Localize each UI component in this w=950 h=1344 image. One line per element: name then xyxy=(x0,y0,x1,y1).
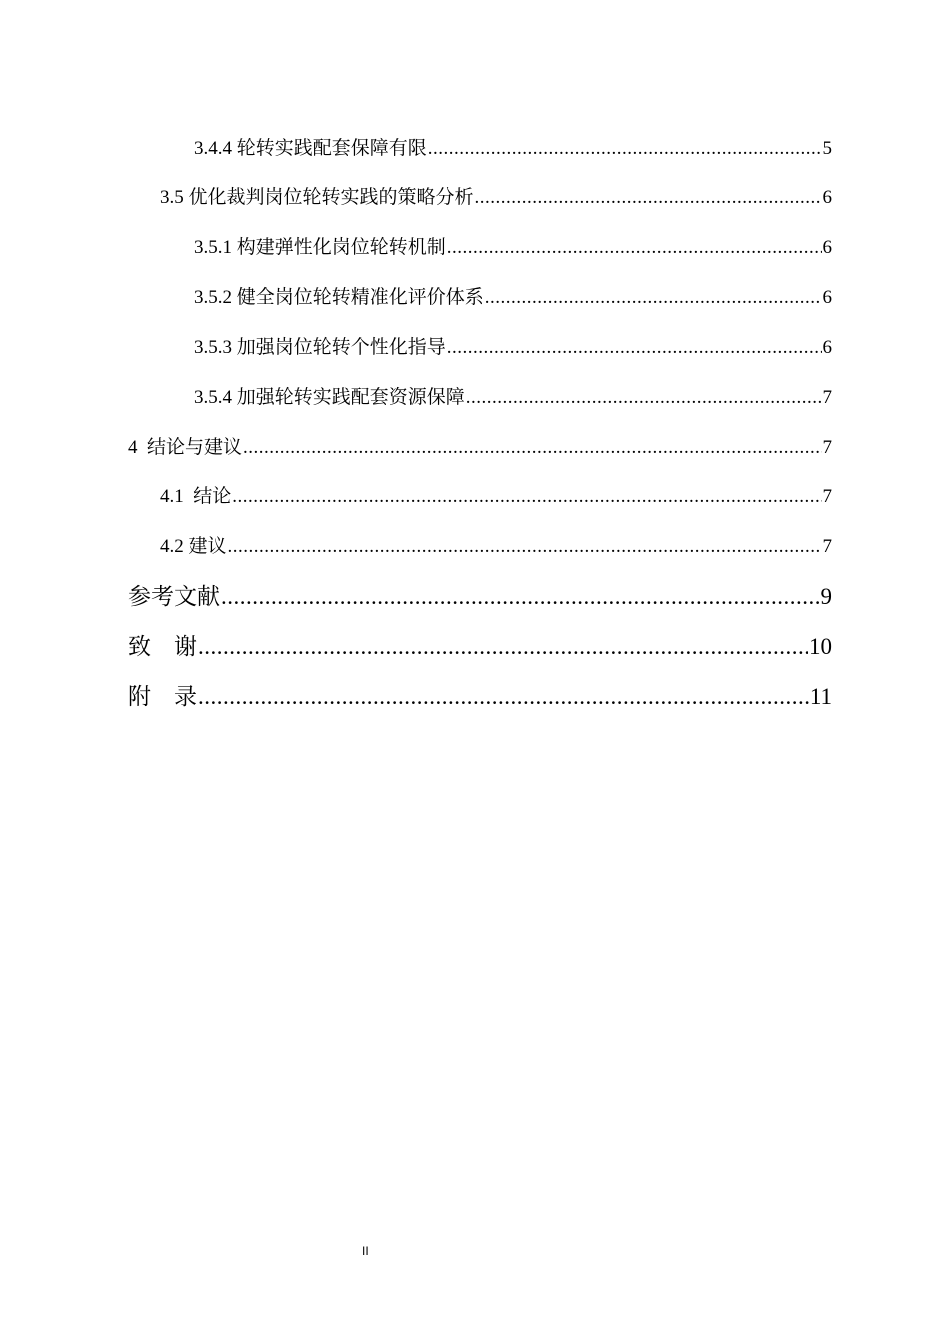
toc-entry-title: 4.2 建议 xyxy=(160,536,227,557)
toc-entry-3-5-4[interactable] xyxy=(194,383,832,413)
toc-entry-3-5-1[interactable] xyxy=(194,233,832,263)
toc-page-number: 6 xyxy=(822,187,832,208)
toc-entry-title: 3.5 优化裁判岗位轮转实践的策略分析 xyxy=(160,187,474,208)
toc-page-number: 5 xyxy=(822,138,832,159)
toc-page-number: 6 xyxy=(822,337,832,358)
toc-dot-leader xyxy=(485,283,822,313)
toc-entry-title: 参考文献 xyxy=(128,584,220,609)
toc-entry-title: 附 录 xyxy=(128,684,197,709)
toc-entry-4[interactable] xyxy=(128,433,832,463)
toc-entry-acknowledgements[interactable] xyxy=(128,632,832,662)
toc-page-number: 11 xyxy=(809,684,832,709)
toc-page-number: 7 xyxy=(822,437,832,458)
toc-dot-leader xyxy=(228,532,822,562)
toc-entry-4-2[interactable] xyxy=(160,532,832,562)
toc-dot-leader xyxy=(243,433,821,463)
toc-entry-4-1[interactable] xyxy=(160,482,832,512)
toc-page-number: 9 xyxy=(820,584,832,609)
toc-entry-3-4-4[interactable] xyxy=(194,134,832,164)
toc-page-number: 6 xyxy=(822,287,832,308)
toc-entry-appendix[interactable] xyxy=(128,682,832,712)
toc-entry-title: 3.5.1 构建弹性化岗位轮转机制 xyxy=(194,237,446,258)
toc-entry-title: 3.5.2 健全岗位轮转精准化评价体系 xyxy=(194,287,484,308)
toc-dot-leader xyxy=(198,632,808,662)
toc-dot-leader xyxy=(221,582,820,612)
toc-page-number: 7 xyxy=(822,486,832,507)
toc-page-number: 7 xyxy=(822,536,832,557)
toc-dot-leader xyxy=(475,183,822,213)
toc-entry-3-5-2[interactable] xyxy=(194,283,832,313)
footer-page-number: II xyxy=(362,1244,369,1258)
toc-entry-3-5[interactable] xyxy=(160,183,832,213)
toc-dot-leader xyxy=(447,333,822,363)
toc-page-number: 6 xyxy=(822,237,832,258)
toc-page-number: 7 xyxy=(822,387,832,408)
toc-entry-title: 4 结论与建议 xyxy=(128,437,243,458)
toc-dot-leader xyxy=(232,482,821,512)
toc-entry-title: 3.5.3 加强岗位轮转个性化指导 xyxy=(194,337,446,358)
toc-dot-leader xyxy=(466,383,822,413)
toc-entry-references[interactable] xyxy=(128,582,832,612)
toc-entry-3-5-3[interactable] xyxy=(194,333,832,363)
toc-dot-leader xyxy=(428,134,822,164)
toc-dot-leader xyxy=(198,682,809,712)
toc-entry-title: 3.4.4 轮转实践配套保障有限 xyxy=(194,138,427,159)
toc-page-number: 10 xyxy=(809,634,832,659)
toc-entry-title: 3.5.4 加强轮转实践配套资源保障 xyxy=(194,387,465,408)
toc-entry-title: 致 谢 xyxy=(128,634,197,659)
toc-dot-leader xyxy=(447,233,822,263)
toc-entry-title: 4.1 结论 xyxy=(160,486,232,507)
